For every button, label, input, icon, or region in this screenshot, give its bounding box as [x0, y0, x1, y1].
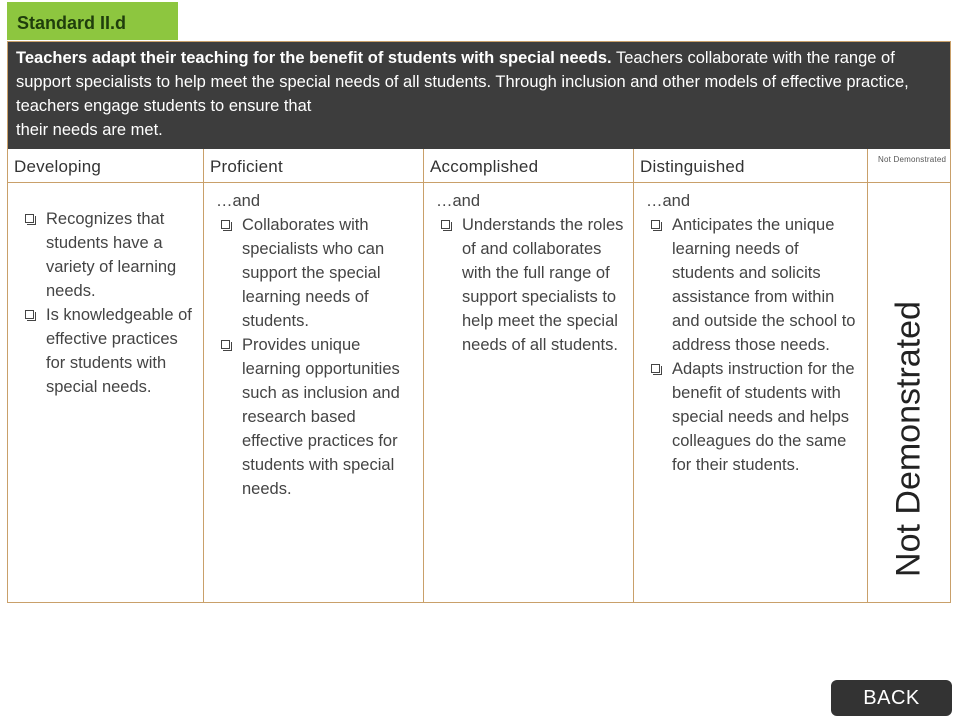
checkbox-bullet-icon	[221, 220, 230, 229]
criteria-list	[212, 213, 415, 501]
column-heading: Distinguished	[634, 149, 867, 183]
and-prefix: …and	[216, 192, 261, 210]
column-developing	[8, 149, 204, 602]
checkbox-bullet-icon	[651, 364, 660, 373]
column-heading: Accomplished	[424, 149, 633, 183]
checkbox-bullet-icon	[25, 310, 34, 319]
column-heading: Proficient	[204, 149, 423, 183]
and-prefix: …and	[436, 192, 481, 210]
list-item: Recognizes that students have a variety of learning needs.	[16, 207, 195, 303]
list-item: Adapts instruction for the benefit of students with special needs and helps colleagues do the same for their students.	[642, 357, 859, 477]
checkbox-bullet-icon	[221, 340, 230, 349]
description-body: Teachers collaborate with the range of support specialists to help meet the special needs of all students. Through inclusion and other models of effective practice, teachers engage students to ensure that	[16, 49, 909, 115]
criteria-list	[16, 207, 195, 399]
standard-description	[8, 42, 950, 149]
back-button[interactable]: BACK	[831, 680, 952, 716]
list-item: Anticipates the unique learning needs of students and solicits assistance from within and outside the school to address those needs.	[642, 213, 859, 357]
description-last-line: their needs are met.	[16, 121, 163, 139]
standard-label: Standard II.d	[7, 2, 178, 40]
criteria-list	[642, 213, 859, 477]
checkbox-bullet-icon	[25, 214, 34, 223]
column-distinguished	[634, 149, 868, 602]
checkbox-bullet-icon	[441, 220, 450, 229]
column-proficient	[204, 149, 424, 602]
column-not-demonstrated	[868, 149, 950, 602]
list-item: Is knowledgeable of effective practices for students with special needs.	[16, 303, 195, 399]
checkbox-bullet-icon	[651, 220, 660, 229]
list-item: Understands the roles of and collaborates with the full range of support specialists to help meet the special needs of all students.	[432, 213, 625, 357]
list-item: Collaborates with specialists who can support the special learning needs of students.	[212, 213, 415, 333]
column-accomplished	[424, 149, 634, 602]
and-prefix: …and	[646, 192, 691, 210]
not-demonstrated-vertical-label: Not Demonstrated	[889, 301, 928, 577]
description-bold: Teachers adapt their teaching for the benefit of students with special needs.	[16, 49, 612, 67]
column-heading: Developing	[8, 149, 203, 183]
rubric-table	[7, 41, 951, 603]
criteria-list	[432, 213, 625, 357]
list-item: Provides unique learning opportunities such as inclusion and research based effective practices for students with special needs.	[212, 333, 415, 501]
column-heading: Not Demonstrated	[868, 149, 950, 183]
